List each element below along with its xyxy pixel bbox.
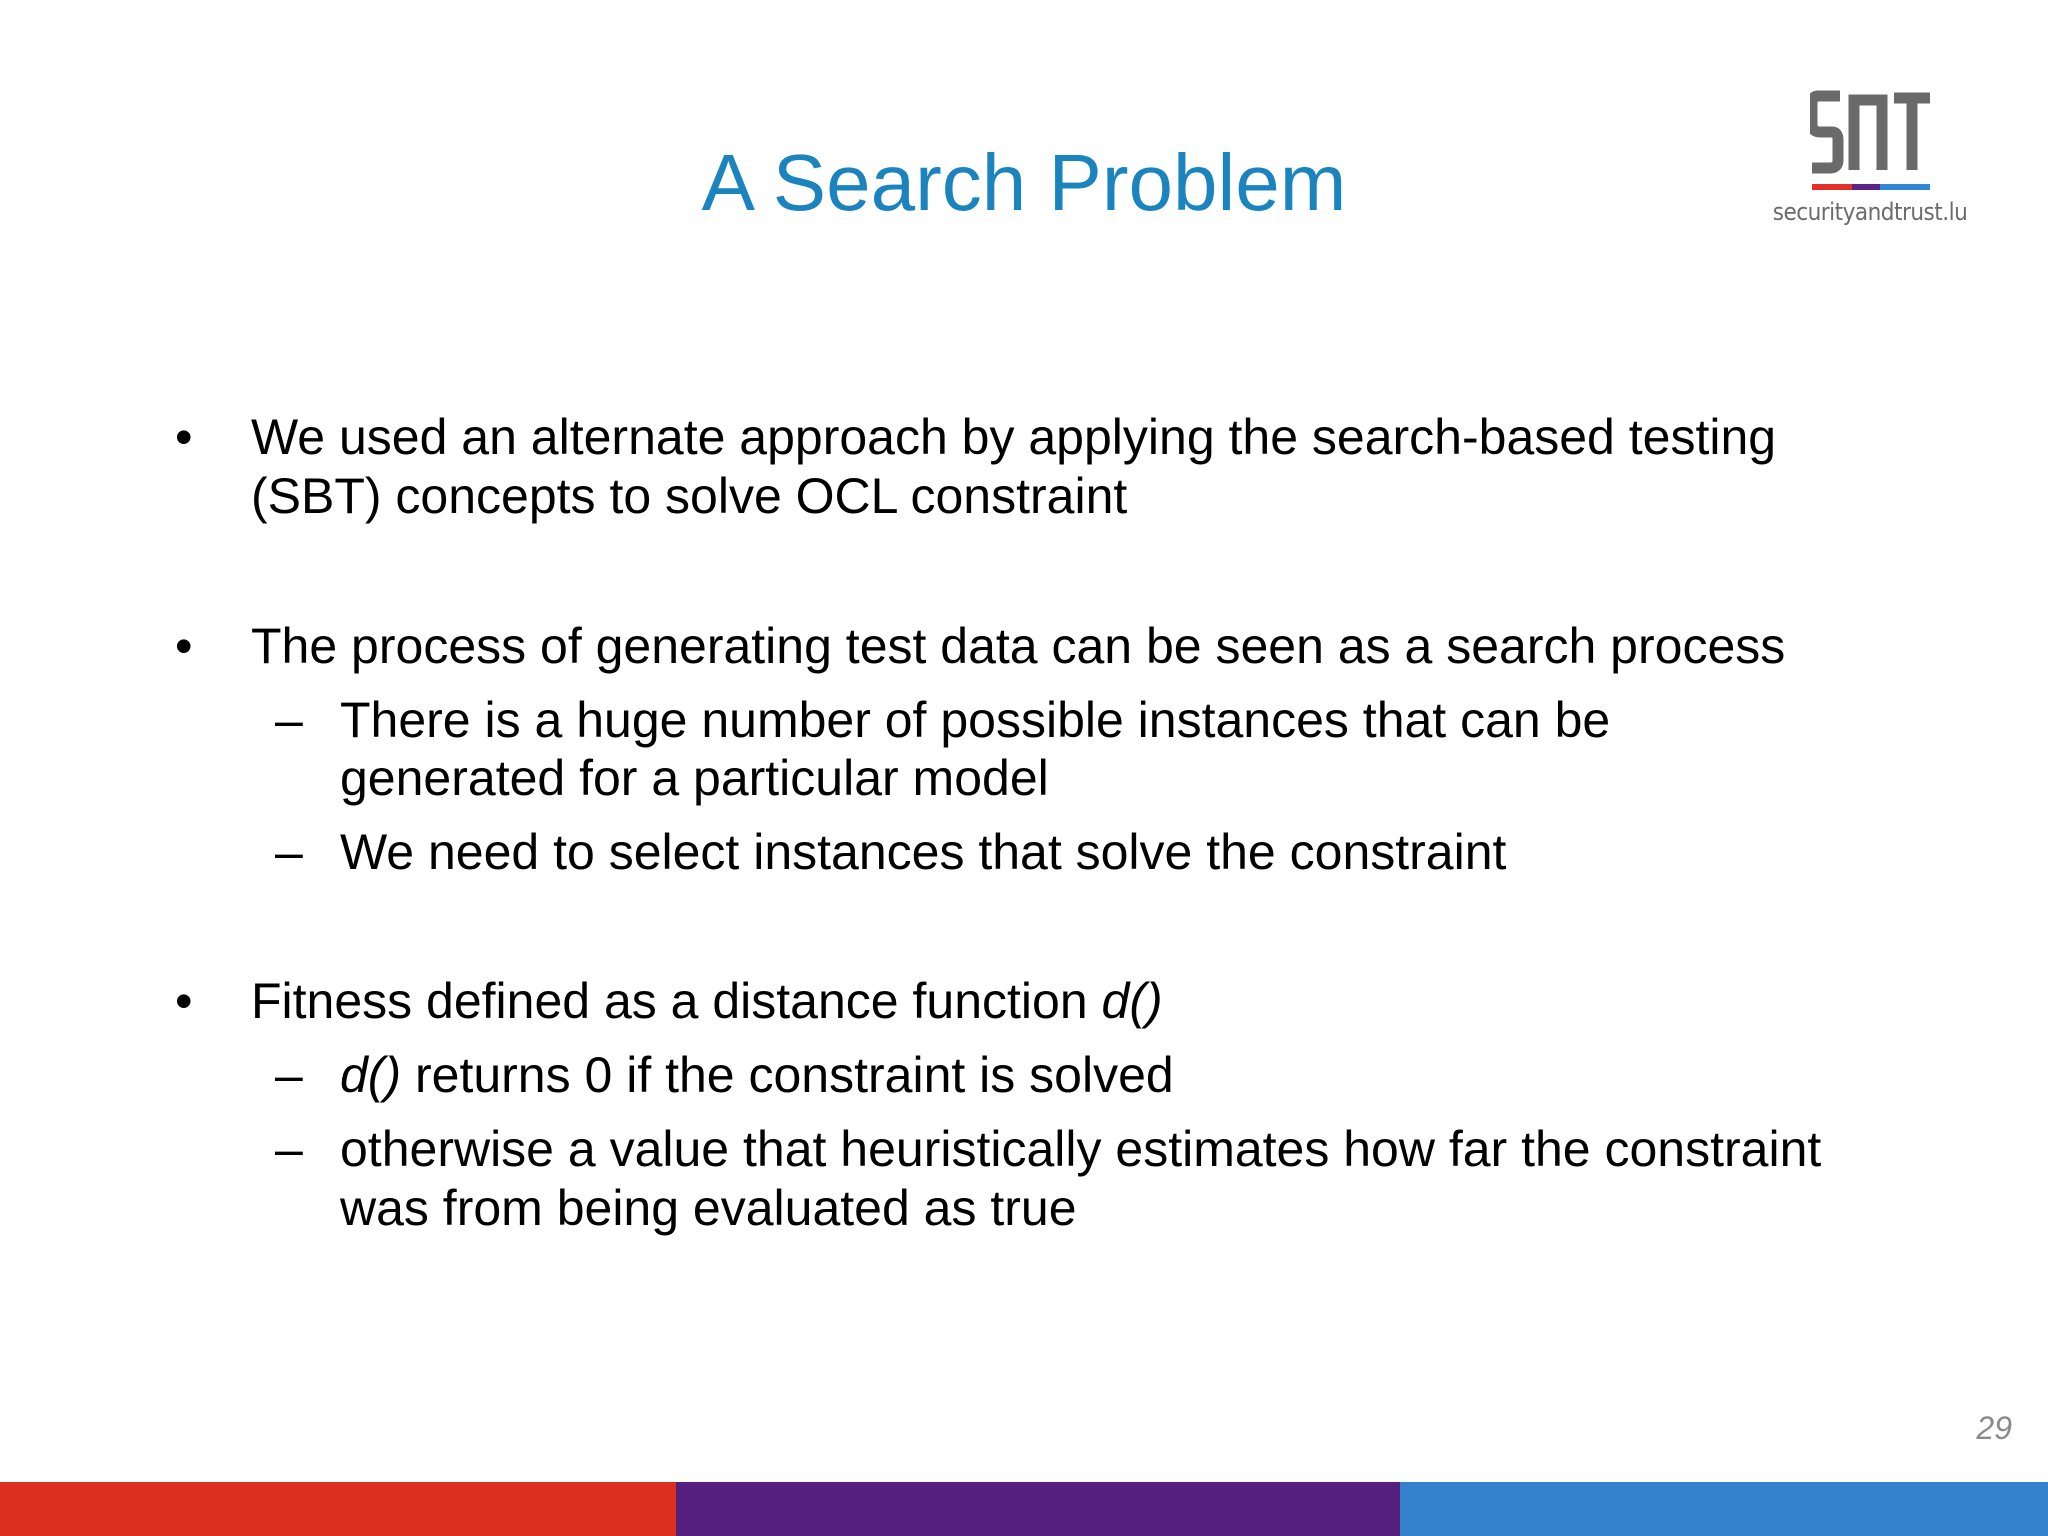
subitem-2-1-line-1: There is a huge number of possible instances that can be: [340, 692, 1611, 748]
subitem-2-1-line-2: generated for a particular model: [340, 750, 1049, 806]
bullet-marker: •: [175, 973, 193, 1029]
bullet-3-text: Fitness defined as a distance function: [251, 973, 1102, 1029]
bullet-marker: •: [175, 409, 193, 465]
subitem-3-1-line-1: [340, 1045, 1174, 1105]
dash-marker: –: [275, 692, 303, 748]
subitem-3-2-line-1: otherwise a value that heuristically estimates how far the constraint: [340, 1121, 1822, 1177]
subitem-2-2-line-1: We need to select instances that solve the constraint: [340, 824, 1507, 880]
bullet-3-line-1: [251, 971, 1163, 1031]
bullet-1-line-2: (SBT) concepts to solve OCL constraint: [251, 468, 1128, 524]
bullet-2-line-1: The process of generating test data can be seen as a search process: [251, 618, 1786, 674]
slide-title: A Search Problem: [701, 138, 1347, 227]
logo-text: securityandtrust.lu: [1772, 198, 1968, 226]
subitem-3-1-italic: d(): [340, 1047, 402, 1103]
subitem-3-2-line-2: was from being evaluated as true: [340, 1180, 1077, 1236]
dash-marker: –: [275, 1047, 303, 1103]
bullet-marker: •: [175, 618, 193, 674]
footer-bar-purple: [676, 1482, 1400, 1536]
footer-bar-red: [0, 1482, 676, 1536]
footer-bar-blue: [1400, 1482, 2048, 1536]
dash-marker: –: [275, 824, 303, 880]
subitem-3-1-text: returns 0 if the constraint is solved: [401, 1047, 1174, 1103]
dash-marker: –: [275, 1121, 303, 1177]
bullet-3-italic: d(): [1101, 973, 1163, 1029]
bullet-1-line-1: We used an alternate approach by applying the search-based testing: [251, 409, 1777, 465]
page-number: 29: [1976, 1410, 2012, 1446]
